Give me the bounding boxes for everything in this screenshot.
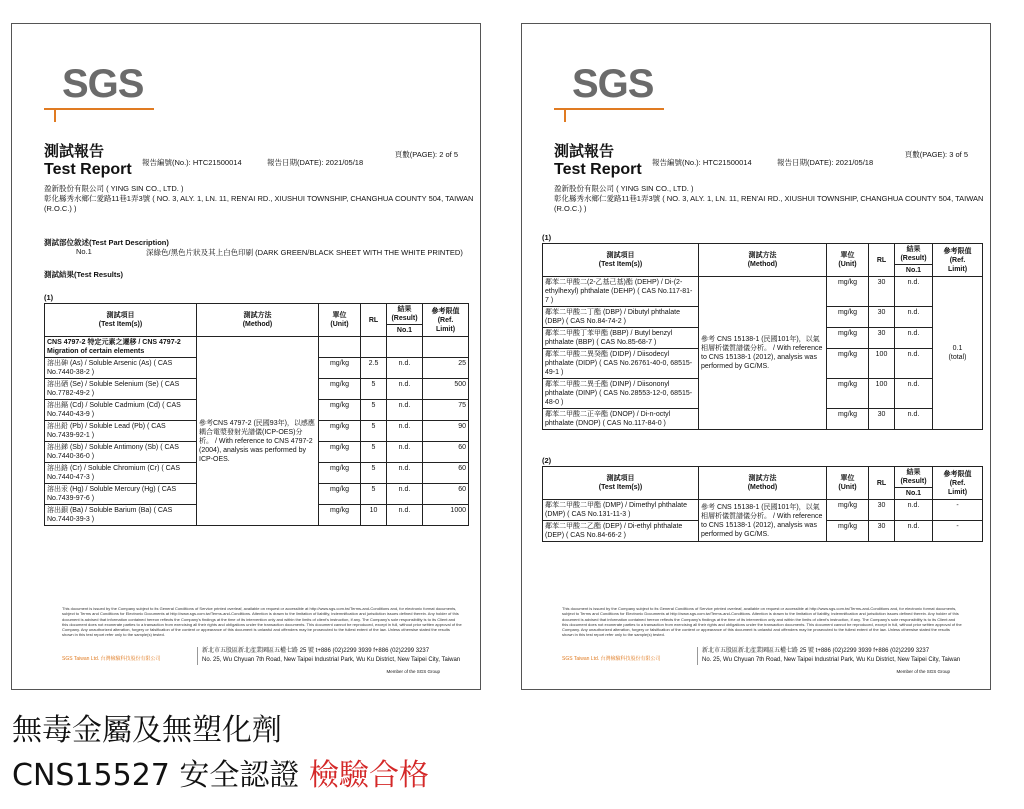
- col-header-result: 結果 (Result): [895, 467, 933, 488]
- col-header-result: 結果 (Result): [895, 244, 933, 265]
- logo-underline: [44, 108, 154, 110]
- unit-cell: mg/kg: [319, 400, 361, 421]
- limit-cell: 60: [423, 442, 469, 463]
- limit-cell: 0.1 (total): [933, 277, 983, 430]
- unit-cell: mg/kg: [827, 500, 869, 521]
- client-address: 彰化縣秀水鄉仁愛路11巷1弄3號 ( NO. 3, ALY. 1, LN. 11, REN'AI RD., XIUSHUI TOWNSHIP, CHANGHUA COUNTY 504, TAIWAN (R.O.C.) ): [554, 194, 984, 213]
- report-page-left: [11, 23, 481, 690]
- col-header-result-no: No.1: [387, 325, 423, 337]
- caption-line-2: [12, 750, 429, 794]
- col-header-result-no: No.1: [895, 265, 933, 277]
- logo-text: SGS: [572, 62, 654, 106]
- col-header-unit: 單位 (Unit): [827, 244, 869, 277]
- table-row: [543, 277, 983, 307]
- client-info: [554, 184, 984, 214]
- caption-pass: 檢驗合格: [308, 758, 429, 793]
- result-cell: n.d.: [895, 500, 933, 521]
- report-number: 報告編號(No.): HTC21500014: [142, 158, 242, 167]
- col-header-limit: 參考限值 (Ref. Limit): [933, 467, 983, 500]
- rl-cell: 5: [361, 400, 387, 421]
- rl-cell: 30: [869, 409, 895, 430]
- footer-member: Member of the SGS Group: [386, 669, 440, 674]
- footer-company: SGS Taiwan Ltd. 台灣檢驗科技股份有限公司: [562, 656, 661, 662]
- limit-cell: 1000: [423, 505, 469, 526]
- table1-label: (1): [542, 233, 552, 242]
- result-cell: n.d.: [387, 379, 423, 400]
- unit-cell: mg/kg: [319, 463, 361, 484]
- col-header-result: 結果 (Result): [387, 304, 423, 325]
- logo-tick: [564, 108, 566, 122]
- result-cell: n.d.: [895, 307, 933, 328]
- col-header-limit: 參考限值 (Ref. Limit): [423, 304, 469, 337]
- unit-cell: mg/kg: [827, 379, 869, 409]
- limit-cell: 500: [423, 379, 469, 400]
- result-cell: n.d.: [387, 400, 423, 421]
- report-date: 報告日期(DATE): 2021/05/18: [267, 158, 364, 167]
- client-address: 彰化縣秀水鄉仁愛路11巷1弄3號 ( NO. 3, ALY. 1, LN. 11, REN'AI RD., XIUSHUI TOWNSHIP, CHANGHUA COUNTY 504, TAIWAN (R.O.C.) ): [44, 194, 474, 213]
- rl-cell: 5: [361, 463, 387, 484]
- result-cell: n.d.: [387, 421, 423, 442]
- report-title-en: Test Report: [44, 161, 132, 178]
- table-row: [45, 358, 469, 379]
- test-item: 溶出汞 (Hg) / Soluble Mercury (Hg) ( CAS No.7439-97-6 ): [45, 484, 197, 505]
- unit-cell: mg/kg: [319, 442, 361, 463]
- result-cell: n.d.: [895, 349, 933, 379]
- report-title-en: Test Report: [554, 161, 642, 178]
- rl-cell: 5: [361, 442, 387, 463]
- report-title-zh: 測試報告: [44, 143, 105, 160]
- client-name: 盈新股份有限公司 ( YING SIN CO., LTD. ): [44, 184, 184, 193]
- rl-cell: 100: [869, 349, 895, 379]
- col-header-method: 測試方法 (Method): [699, 467, 827, 500]
- logo-tick: [54, 108, 56, 122]
- col-header-rl: RL: [869, 244, 895, 277]
- footer-address-zh: 新北市五股區新北產業園區五權七路 25 號 t+886 (02)2299 3939 f+886 (02)2299 3237: [202, 648, 430, 654]
- footer-address-en: No. 25, Wu Chyuan 7th Road, New Taipei Industrial Park, Wu Ku District, New Taipei City, Taiwan: [202, 657, 461, 663]
- footer-address-en: No. 25, Wu Chyuan 7th Road, New Taipei Industrial Park, Wu Ku District, New Taipei City, Taiwan: [702, 657, 961, 663]
- disclaimer-text: This document is issued by the Company subject to its General Conditions of Service printed overleaf, available on request or accessible at http://www.sgs.com.tw/Terms-and-Conditions and, for electronic format documents, subject to Terms and Conditions for Electronic Documents at http://www.sgs.com.tw/Terms-and-Conditions. Attention is drawn to the limitation of liability, indemnification and jurisdiction issues defined therein. Any holder of this document is advised that information contained hereon reflects the Company's findings at the time of its intervention only and within the limits of client's instruction, if any. The Company's sole responsibility is to its Client and this document does not exonerate parties to a transaction from exercising all their rights and obligations under the transaction documents. This document cannot be reproduced, except in full, without prior written approval of the Company. Any unauthorized alteration, forgery or falsification of the content or appearance of this document is unlawful and offenders may be prosecuted to the fullest extent of the law. Unless otherwise stated the results shown in this test report refer only to the sample(s) tested.: [62, 606, 462, 638]
- phthalate-table-1: [542, 243, 983, 430]
- result-cell: n.d.: [895, 409, 933, 430]
- sgs-logo: [554, 62, 664, 124]
- rl-cell: 5: [361, 484, 387, 505]
- test-item: 溶出硒 (Se) / Soluble Selenium (Se) ( CAS No.7782-49-2 ): [45, 379, 197, 400]
- section-row: CNS 4797-2 特定元素之遷移 / CNS 4797-2 Migration of certain elements: [45, 337, 197, 358]
- col-header-item: 測試項目 (Test Item(s)): [543, 244, 699, 277]
- unit-cell: mg/kg: [827, 307, 869, 328]
- result-cell: n.d.: [387, 484, 423, 505]
- limit-cell: -: [933, 521, 983, 542]
- test-item: 鄰苯二甲酸丁苯甲酯 (BBP) / Butyl benzyl phthalate (BBP) ( CAS No.85-68-7 ): [543, 328, 699, 349]
- result-cell: n.d.: [387, 358, 423, 379]
- table-row: [543, 500, 983, 521]
- rl-cell: 5: [361, 421, 387, 442]
- footer-company: SGS Taiwan Ltd. 台灣檢驗科技股份有限公司: [62, 656, 161, 662]
- caption-cert: CNS15527 安全認證: [12, 758, 309, 793]
- part-no: No.1: [76, 247, 92, 256]
- test-item: 溶出鉛 (Pb) / Soluble Lead (Pb) ( CAS No.7439-92-1 ): [45, 421, 197, 442]
- test-item: 溶出鋇 (Ba) / Soluble Barium (Ba) ( CAS No.7440-39-3 ): [45, 505, 197, 526]
- test-item: 鄰苯二甲酸二甲酯 (DMP) / Dimethyl phthalate (DMP) ( CAS No.131-11-3 ): [543, 500, 699, 521]
- report-page-right: [521, 23, 991, 690]
- result-cell: n.d.: [895, 379, 933, 409]
- rl-cell: 2.5: [361, 358, 387, 379]
- rl-cell: 30: [869, 307, 895, 328]
- test-method: 參考 CNS 15138-1 (民國101年)，以氣相層析儀質譜儀分析。 / With reference to CNS 15138-1 (2012), analysis was performed by GC/MS.: [699, 277, 827, 430]
- result-cell: n.d.: [387, 505, 423, 526]
- caption-line-1: 無毒金屬及無塑化劑: [12, 713, 282, 748]
- unit-cell: mg/kg: [827, 349, 869, 379]
- client-name: 盈新股份有限公司 ( YING SIN CO., LTD. ): [554, 184, 694, 193]
- part-desc: 深綠色/黑色片狀及其上白色印刷 (DARK GREEN/BLACK SHEET WITH THE WHITE PRINTED): [146, 248, 463, 257]
- test-item: 鄰苯二甲酸二正辛酯 (DNOP) / Di-n-octyl phthalate (DNOP) ( CAS No.117-84-0 ): [543, 409, 699, 430]
- test-item: 鄰苯二甲酸二(2-乙基己基)酯 (DEHP) / Di-(2-ethylhexyl) phthalate (DEHP) ( CAS No.117-81-7 ): [543, 277, 699, 307]
- unit-cell: mg/kg: [827, 409, 869, 430]
- disclaimer-text: This document is issued by the Company subject to its General Conditions of Service printed overleaf, available on request or accessible at http://www.sgs.com.tw/Terms-and-Conditions and, for electronic format documents, subject to Terms and Conditions for Electronic Documents at http://www.sgs.com.tw/Terms-and-Conditions. Attention is drawn to the limitation of liability, indemnification and jurisdiction issues defined therein. Any holder of this document is advised that information contained hereon reflects the Company's findings at the time of its intervention only and within the limits of client's instruction, if any. The Company's sole responsibility is to its Client and this document does not exonerate parties to a transaction from exercising all their rights and obligations under the transaction documents. This document cannot be reproduced, except in full, without prior written approval of the Company. Any unauthorized alteration, forgery or falsification of the content or appearance of this document is unlawful and offenders may be prosecuted to the fullest extent of the law. Unless otherwise stated the results shown in this test report refer only to the sample(s) tested.: [562, 606, 962, 638]
- results-table: [44, 303, 469, 526]
- col-header-item: 測試項目 (Test Item(s)): [45, 304, 197, 337]
- page-number: 頁數(PAGE): 3 of 5: [904, 150, 968, 159]
- col-header-unit: 單位 (Unit): [827, 467, 869, 500]
- col-header-result-no: No.1: [895, 488, 933, 500]
- part-desc-heading: 測試部位敘述(Test Part Description): [44, 238, 169, 247]
- col-header-rl: RL: [361, 304, 387, 337]
- test-item: 鄰苯二甲酸二丁酯 (DBP) / Dibutyl phthalate (DBP) ( CAS No.84-74-2 ): [543, 307, 699, 328]
- report-number: 報告編號(No.): HTC21500014: [652, 158, 752, 167]
- result-cell: n.d.: [387, 442, 423, 463]
- test-item: 溶出銻 (Sb) / Soluble Antimony (Sb) ( CAS No.7440-36-0 ): [45, 442, 197, 463]
- test-method: 參考CNS 4797-2 (民國93年)，以感應耦合電漿發射光譜儀(ICP-OES)分析。 / With reference to CNS 4797-2 (2004), analysis was performed by ICP-OES.: [197, 358, 319, 526]
- limit-cell: 75: [423, 400, 469, 421]
- sgs-logo: [44, 62, 154, 124]
- unit-cell: mg/kg: [827, 328, 869, 349]
- rl-cell: 30: [869, 521, 895, 542]
- table2-label: (2): [542, 456, 552, 465]
- logo-underline: [554, 108, 664, 110]
- test-item: 溶出鎘 (Cd) / Soluble Cadmium (Cd) ( CAS No.7440-43-9 ): [45, 400, 197, 421]
- limit-cell: -: [933, 500, 983, 521]
- test-item: 鄰苯二甲酸二異癸酯 (DIDP) / Diisodecyl phthalate (DIDP) ( CAS No.26761-40-0, 68515-49-1 ): [543, 349, 699, 379]
- limit-cell: 60: [423, 484, 469, 505]
- test-method: 參考 CNS 15138-1 (民國101年)，以氣相層析儀質譜儀分析。 / With reference to CNS 15138-1 (2012), analysis was performed by GC/MS.: [699, 500, 827, 542]
- col-header-rl: RL: [869, 467, 895, 500]
- report-title-zh: 測試報告: [554, 143, 615, 160]
- unit-cell: mg/kg: [319, 484, 361, 505]
- rl-cell: 10: [361, 505, 387, 526]
- unit-cell: mg/kg: [319, 505, 361, 526]
- col-header-method: 測試方法 (Method): [197, 304, 319, 337]
- rl-cell: 30: [869, 500, 895, 521]
- page-number: 頁數(PAGE): 2 of 5: [394, 150, 458, 159]
- limit-cell: 90: [423, 421, 469, 442]
- table-label: (1): [44, 293, 54, 302]
- results-heading: 測試結果(Test Results): [44, 270, 124, 279]
- rl-cell: 30: [869, 277, 895, 307]
- limit-cell: 25: [423, 358, 469, 379]
- unit-cell: mg/kg: [319, 379, 361, 400]
- result-cell: n.d.: [895, 521, 933, 542]
- report-date: 報告日期(DATE): 2021/05/18: [777, 158, 874, 167]
- rl-cell: 100: [869, 379, 895, 409]
- footer-address: [197, 647, 481, 665]
- footer-address-zh: 新北市五股區新北產業園區五權七路 25 號 t+886 (02)2299 3939 f+886 (02)2299 3237: [702, 648, 930, 654]
- client-info: [44, 184, 474, 214]
- unit-cell: mg/kg: [827, 521, 869, 542]
- result-cell: n.d.: [387, 463, 423, 484]
- test-item: 鄰苯二甲酸二異壬酯 (DINP) / Diisononyl phthalate (DINP) ( CAS No.28553-12-0, 68515-48-0 ): [543, 379, 699, 409]
- col-header-unit: 單位 (Unit): [319, 304, 361, 337]
- unit-cell: mg/kg: [319, 358, 361, 379]
- rl-cell: 30: [869, 328, 895, 349]
- col-header-method: 測試方法 (Method): [699, 244, 827, 277]
- logo-text: SGS: [62, 62, 144, 106]
- phthalate-table-2: [542, 466, 983, 542]
- rl-cell: 5: [361, 379, 387, 400]
- col-header-limit: 參考限值 (Ref. Limit): [933, 244, 983, 277]
- test-item: 鄰苯二甲酸二乙酯 (DEP) / Di-ethyl phthalate (DEP) ( CAS No.84-66-2 ): [543, 521, 699, 542]
- test-item: 溶出砷 (As) / Soluble Arsenic (As) ( CAS No.7440-38-2 ): [45, 358, 197, 379]
- result-cell: n.d.: [895, 328, 933, 349]
- result-cell: n.d.: [895, 277, 933, 307]
- footer-address: [697, 647, 982, 665]
- footer-member: Member of the SGS Group: [896, 669, 950, 674]
- unit-cell: mg/kg: [319, 421, 361, 442]
- col-header-item: 測試項目 (Test Item(s)): [543, 467, 699, 500]
- unit-cell: mg/kg: [827, 277, 869, 307]
- limit-cell: 60: [423, 463, 469, 484]
- test-item: 溶出鉻 (Cr) / Soluble Chromium (Cr) ( CAS No.7440-47-3 ): [45, 463, 197, 484]
